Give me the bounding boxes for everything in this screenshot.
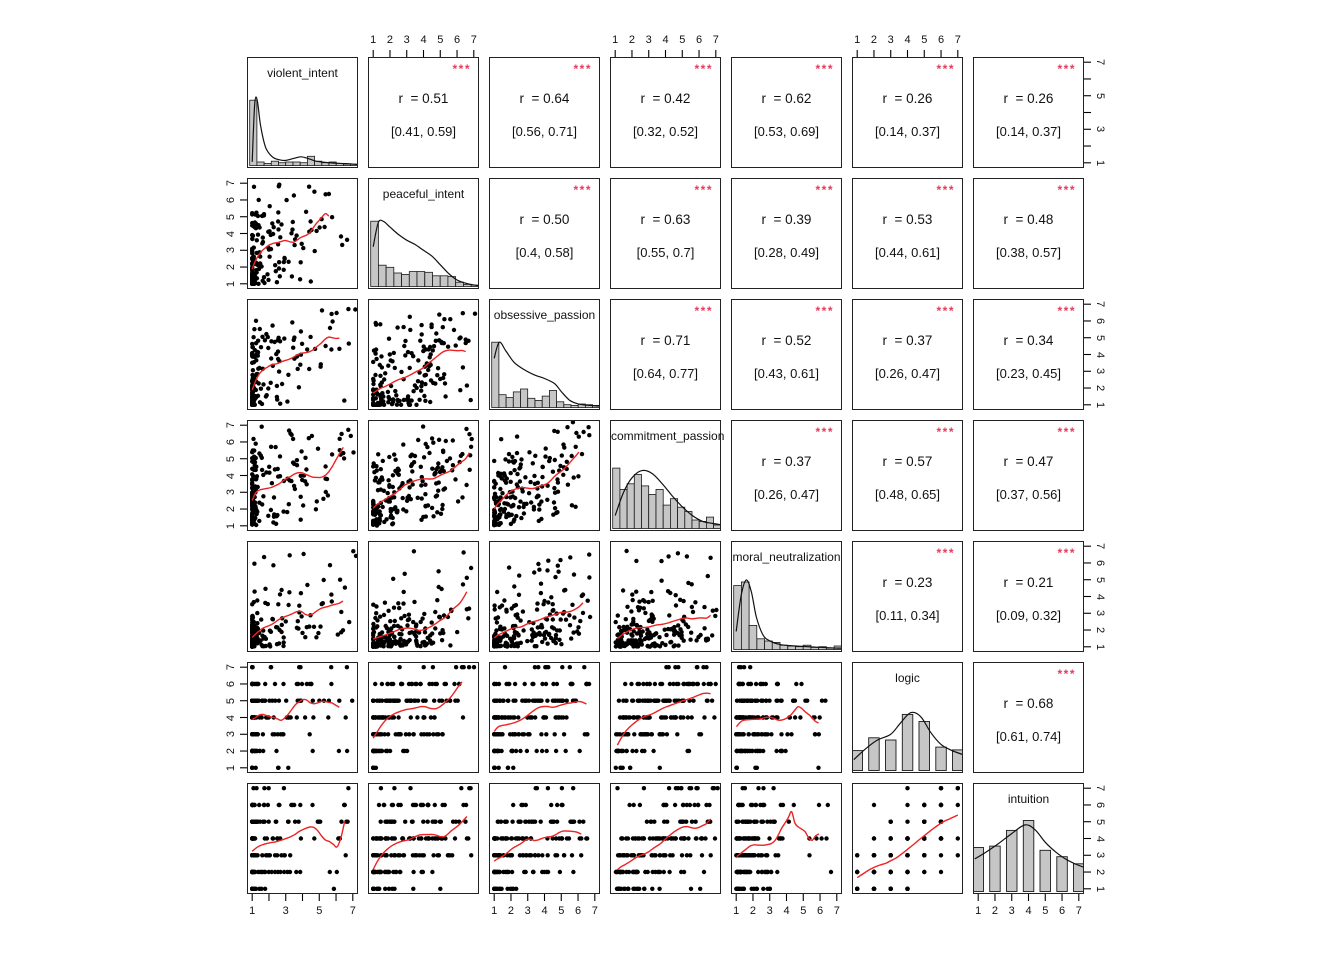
scatter-plot <box>611 784 720 893</box>
corr-panel-peaceful_intent-moral_neutralization <box>731 178 842 289</box>
axis-tick-label: 4 <box>420 34 427 46</box>
corr-panel-violent_intent-peaceful_intent <box>368 57 479 168</box>
axis-tick-label: 1 <box>249 905 256 917</box>
axis-tick-label: 3 <box>1094 852 1106 859</box>
significance-stars: *** <box>452 62 471 76</box>
corr-panel-violent_intent-logic <box>852 57 963 168</box>
corr-r-value: r = 0.64 <box>519 91 570 106</box>
axis-tick-label: 1 <box>1094 885 1106 892</box>
axis-tick-label: 5 <box>225 455 237 462</box>
fit-line <box>617 819 710 870</box>
scatter-panel-moral_neutralization-vs-peaceful_intent <box>368 541 479 652</box>
corr-ci: [0.44, 0.61] <box>874 245 941 260</box>
variable-label: moral_neutralization <box>732 550 841 564</box>
axis-tick-label: 3 <box>282 905 289 917</box>
axis-tick-label: 5 <box>1042 905 1049 917</box>
axis-tick-label: 4 <box>1094 351 1106 358</box>
corr-ci: [0.23, 0.45] <box>995 366 1062 381</box>
significance-stars: *** <box>1057 62 1076 76</box>
corr-panel-moral_neutralization-logic <box>852 541 963 652</box>
scatter-panel-obsessive_passion-vs-violent_intent <box>247 299 358 410</box>
axis-tick-label: 6 <box>937 34 945 46</box>
axis-tick-label: 5 <box>800 905 807 917</box>
corr-panel-obsessive_passion-logic <box>852 299 963 410</box>
corr-ci: [0.53, 0.69] <box>753 124 820 139</box>
axis-tick-label: 3 <box>225 731 237 738</box>
corr-r-value: r = 0.26 <box>882 91 933 106</box>
axis-tick-label: 1 <box>225 280 237 287</box>
significance-stars: *** <box>1057 546 1076 560</box>
axis-tick-label: 4 <box>1025 905 1032 917</box>
axis-tick-label: 5 <box>921 34 928 46</box>
corr-r-value: r = 0.34 <box>1003 333 1054 348</box>
axis-tick-label: 4 <box>541 905 548 917</box>
significance-stars: *** <box>815 425 834 439</box>
corr-r-value: r = 0.47 <box>1003 454 1054 469</box>
axis-tick-label: 3 <box>1094 126 1106 133</box>
scatter-panel-intuition-vs-peaceful_intent <box>368 783 479 894</box>
significance-stars: *** <box>815 62 834 76</box>
corr-ci: [0.26, 0.47] <box>874 366 941 381</box>
scatter-panel-logic-vs-moral_neutralization <box>731 662 842 773</box>
diagonal-intuition <box>973 783 1084 894</box>
corr-ci: [0.64, 0.77] <box>632 366 699 381</box>
corr-panel-obsessive_passion-moral_neutralization <box>731 299 842 410</box>
scatter-plot <box>369 300 478 409</box>
corr-r-value: r = 0.26 <box>1003 91 1054 106</box>
axis-tick-label: 5 <box>1094 818 1106 825</box>
scatter-panel-obsessive_passion-vs-peaceful_intent <box>368 299 479 410</box>
scatter-plot <box>853 784 962 893</box>
axis-tick-label: 7 <box>1075 905 1082 917</box>
corr-panel-violent_intent-obsessive_passion <box>489 57 600 168</box>
axis-tick-label: 7 <box>591 905 598 917</box>
axis-tick-label: 6 <box>574 905 582 917</box>
variable-label: violent_intent <box>267 66 338 80</box>
axis-tick-label: 7 <box>1094 301 1106 308</box>
variable-label: logic <box>895 671 920 685</box>
significance-stars: *** <box>1057 425 1076 439</box>
axis-tick-label: 7 <box>712 34 719 46</box>
corr-ci: [0.56, 0.71] <box>511 124 578 139</box>
axis-tick-label: 5 <box>679 34 686 46</box>
scatter-panel-intuition-vs-obsessive_passion <box>489 783 600 894</box>
axis-tick-label: 1 <box>1094 159 1106 166</box>
axis-tick-label: 5 <box>225 697 237 704</box>
axis-tick-label: 3 <box>225 489 237 496</box>
corr-ci: [0.09, 0.32] <box>995 608 1062 623</box>
scatter-plot <box>369 663 478 772</box>
histogram <box>369 179 478 288</box>
corr-panel-obsessive_passion-commitment_passion <box>610 299 721 410</box>
significance-stars: *** <box>573 62 592 76</box>
scatter-panel-logic-vs-obsessive_passion <box>489 662 600 773</box>
corr-panel-peaceful_intent-logic <box>852 178 963 289</box>
diagonal-commitment_passion <box>610 420 725 531</box>
axis-tick-label: 6 <box>225 196 237 204</box>
scatter-plot <box>248 784 357 893</box>
scatter-panel-intuition-vs-moral_neutralization <box>731 783 842 894</box>
histogram <box>732 542 841 651</box>
histogram <box>853 663 962 772</box>
significance-stars: *** <box>694 183 713 197</box>
corr-r-value: r = 0.39 <box>761 212 812 227</box>
corr-ci: [0.37, 0.56] <box>995 487 1062 502</box>
scatter-plot <box>490 421 599 530</box>
corr-r-value: r = 0.48 <box>1003 212 1054 227</box>
scatter-plot <box>611 542 720 651</box>
axis-tick-label: 1 <box>1094 401 1106 408</box>
histogram <box>974 784 1083 893</box>
diagonal-violent_intent <box>247 57 358 168</box>
corr-panel-obsessive_passion-intuition <box>973 299 1084 410</box>
corr-panel-peaceful_intent-commitment_passion <box>610 178 721 289</box>
corr-r-value: r = 0.62 <box>761 91 812 106</box>
axis-tick-label: 2 <box>870 34 878 46</box>
significance-stars: *** <box>815 304 834 318</box>
axis-tick-label: 1 <box>225 764 237 771</box>
scatter-panel-moral_neutralization-vs-commitment_passion <box>610 541 721 652</box>
corr-r-value: r = 0.50 <box>519 212 570 227</box>
axis-tick-label: 1 <box>491 905 498 917</box>
axis-tick-label: 4 <box>1094 593 1106 600</box>
axis-tick-label: 6 <box>453 34 461 46</box>
significance-stars: *** <box>815 183 834 197</box>
axis-tick-label: 5 <box>1094 334 1106 341</box>
scatter-plot <box>248 300 357 409</box>
scatter-panel-intuition-vs-commitment_passion <box>610 783 721 894</box>
corr-ci: [0.43, 0.61] <box>753 366 820 381</box>
axis-tick-label: 6 <box>1094 317 1106 325</box>
scatter-plot <box>369 784 478 893</box>
axis-tick-label: 5 <box>437 34 444 46</box>
fit-line <box>252 821 345 851</box>
fit-line <box>373 817 467 870</box>
scatter-panel-commitment_passion-vs-peaceful_intent <box>368 420 479 531</box>
variable-label: commitment_passion <box>611 429 725 443</box>
diagonal-moral_neutralization <box>731 541 842 652</box>
axis-tick-label: 4 <box>662 34 669 46</box>
significance-stars: *** <box>1057 667 1076 681</box>
axis-tick-label: 1 <box>975 905 982 917</box>
fit-line <box>737 812 819 857</box>
scatter-panel-commitment_passion-vs-violent_intent <box>247 420 358 531</box>
significance-stars: *** <box>936 425 955 439</box>
axis-tick-label: 2 <box>991 905 999 917</box>
axis-tick-label: 3 <box>766 905 773 917</box>
axis-tick-label: 6 <box>1094 801 1106 809</box>
axis-tick-label: 6 <box>225 680 237 688</box>
significance-stars: *** <box>936 546 955 560</box>
corr-r-value: r = 0.23 <box>882 575 933 590</box>
axis-tick-label: 3 <box>225 247 237 254</box>
corr-panel-violent_intent-commitment_passion <box>610 57 721 168</box>
axis-tick-label: 4 <box>904 34 911 46</box>
scatter-plot <box>369 542 478 651</box>
corr-ci: [0.41, 0.59] <box>390 124 457 139</box>
axis-tick-label: 7 <box>470 34 477 46</box>
axis-tick-label: 3 <box>1008 905 1015 917</box>
scatter-plot <box>248 179 357 288</box>
axis-tick-label: 3 <box>524 905 531 917</box>
variable-label: intuition <box>1007 792 1050 806</box>
axis-tick-label: 6 <box>1094 559 1106 567</box>
corr-r-value: r = 0.71 <box>640 333 691 348</box>
corr-r-value: r = 0.68 <box>1003 696 1054 711</box>
axis-tick-label: 5 <box>1094 576 1106 583</box>
scatter-plot <box>490 542 599 651</box>
axis-tick-label: 3 <box>1094 610 1106 617</box>
significance-stars: *** <box>936 183 955 197</box>
axis-tick-label: 7 <box>954 34 961 46</box>
corr-ci: [0.38, 0.57] <box>995 245 1062 260</box>
axis-tick-label: 1 <box>854 34 861 46</box>
corr-ci: [0.55, 0.7] <box>636 245 695 260</box>
diagonal-obsessive_passion <box>489 299 600 410</box>
fit-line <box>857 815 958 878</box>
axis-tick-label: 2 <box>1094 868 1106 876</box>
scatter-panel-logic-vs-commitment_passion <box>610 662 721 773</box>
corr-panel-commitment_passion-moral_neutralization <box>731 420 842 531</box>
axis-tick-label: 1 <box>1094 643 1106 650</box>
histogram <box>611 421 725 530</box>
axis-tick-label: 1 <box>370 34 377 46</box>
corr-ci: [0.48, 0.65] <box>874 487 941 502</box>
axis-tick-label: 4 <box>1094 835 1106 842</box>
scatter-plot <box>248 663 357 772</box>
corr-ci: [0.4, 0.58] <box>515 245 574 260</box>
axis-tick-label: 2 <box>628 34 636 46</box>
significance-stars: *** <box>1057 183 1076 197</box>
corr-r-value: r = 0.37 <box>761 454 812 469</box>
significance-stars: *** <box>694 62 713 76</box>
significance-stars: *** <box>573 183 592 197</box>
corr-panel-logic-intuition <box>973 662 1084 773</box>
axis-tick-label: 3 <box>887 34 894 46</box>
axis-tick-label: 1 <box>733 905 740 917</box>
corr-ci: [0.32, 0.52] <box>632 124 699 139</box>
corr-r-value: r = 0.37 <box>882 333 933 348</box>
significance-stars: *** <box>1057 304 1076 318</box>
diagonal-peaceful_intent <box>368 178 479 289</box>
corr-panel-commitment_passion-logic <box>852 420 963 531</box>
corr-ci: [0.14, 0.37] <box>995 124 1062 139</box>
axis-tick-label: 3 <box>645 34 652 46</box>
corr-panel-violent_intent-intuition <box>973 57 1084 168</box>
corr-ci: [0.26, 0.47] <box>753 487 820 502</box>
scatter-panel-logic-vs-violent_intent <box>247 662 358 773</box>
diagonal-logic <box>852 662 963 773</box>
axis-tick-label: 5 <box>1094 92 1106 99</box>
axis-tick-label: 3 <box>1094 368 1106 375</box>
scatter-plot <box>732 784 841 893</box>
scatter-panel-commitment_passion-vs-obsessive_passion <box>489 420 600 531</box>
significance-stars: *** <box>936 304 955 318</box>
variable-label: peaceful_intent <box>382 187 465 201</box>
corr-panel-peaceful_intent-intuition <box>973 178 1084 289</box>
axis-tick-label: 7 <box>1094 543 1106 550</box>
axis-tick-label: 2 <box>225 747 237 755</box>
corr-ci: [0.28, 0.49] <box>753 245 820 260</box>
axis-tick-label: 2 <box>386 34 394 46</box>
axis-tick-label: 2 <box>225 505 237 513</box>
axis-tick-label: 5 <box>316 905 323 917</box>
scatter-panel-moral_neutralization-vs-violent_intent <box>247 541 358 652</box>
corr-r-value: r = 0.21 <box>1003 575 1054 590</box>
corr-panel-violent_intent-moral_neutralization <box>731 57 842 168</box>
significance-stars: *** <box>694 304 713 318</box>
axis-tick-label: 5 <box>558 905 565 917</box>
axis-tick-label: 4 <box>225 714 237 721</box>
axis-tick-label: 7 <box>1094 59 1106 66</box>
axis-tick-label: 6 <box>816 905 824 917</box>
histogram <box>490 300 599 409</box>
axis-tick-label: 2 <box>225 263 237 271</box>
axis-tick-label: 1 <box>225 522 237 529</box>
corr-ci: [0.14, 0.37] <box>874 124 941 139</box>
axis-tick-label: 6 <box>225 438 237 446</box>
axis-tick-label: 7 <box>349 905 356 917</box>
corr-panel-commitment_passion-intuition <box>973 420 1084 531</box>
axis-tick-label: 4 <box>225 472 237 479</box>
scatter-plot <box>248 542 357 651</box>
histogram <box>248 58 357 167</box>
scatter-plot <box>490 784 599 893</box>
axis-tick-label: 7 <box>225 180 237 187</box>
corr-r-value: r = 0.42 <box>640 91 691 106</box>
axis-tick-label: 2 <box>1094 384 1106 392</box>
axis-tick-label: 6 <box>695 34 703 46</box>
axis-tick-label: 2 <box>1094 626 1106 634</box>
corr-r-value: r = 0.53 <box>882 212 933 227</box>
corr-r-value: r = 0.63 <box>640 212 691 227</box>
axis-tick-label: 1 <box>612 34 619 46</box>
corr-r-value: r = 0.57 <box>882 454 933 469</box>
scatter-plot <box>248 421 357 530</box>
corr-r-value: r = 0.51 <box>398 91 449 106</box>
scatter-panel-intuition-vs-violent_intent <box>247 783 358 894</box>
corr-ci: [0.61, 0.74] <box>995 729 1062 744</box>
scatter-panel-peaceful_intent-vs-violent_intent <box>247 178 358 289</box>
axis-tick-label: 2 <box>749 905 757 917</box>
axis-tick-label: 6 <box>1058 905 1066 917</box>
axis-tick-label: 5 <box>225 213 237 220</box>
corr-panel-moral_neutralization-intuition <box>973 541 1084 652</box>
axis-tick-label: 7 <box>1094 785 1106 792</box>
scatter-panel-moral_neutralization-vs-obsessive_passion <box>489 541 600 652</box>
corr-r-value: r = 0.52 <box>761 333 812 348</box>
axis-tick-label: 7 <box>225 664 237 671</box>
axis-tick-label: 7 <box>833 905 840 917</box>
axis-tick-label: 4 <box>225 230 237 237</box>
axis-tick-label: 3 <box>403 34 410 46</box>
scatter-plot <box>732 663 841 772</box>
significance-stars: *** <box>936 62 955 76</box>
corr-ci: [0.11, 0.34] <box>875 608 940 623</box>
fit-line <box>373 682 462 738</box>
axis-tick-label: 4 <box>783 905 790 917</box>
axis-tick-label: 2 <box>507 905 515 917</box>
scatter-panel-logic-vs-peaceful_intent <box>368 662 479 773</box>
scatter-plot <box>490 663 599 772</box>
scatter-panel-intuition-vs-logic <box>852 783 963 894</box>
scatter-plot <box>369 421 478 530</box>
scatter-plot <box>611 663 720 772</box>
variable-label: obsessive_passion <box>493 308 596 322</box>
axis-tick-label: 7 <box>225 422 237 429</box>
corr-panel-peaceful_intent-obsessive_passion <box>489 178 600 289</box>
